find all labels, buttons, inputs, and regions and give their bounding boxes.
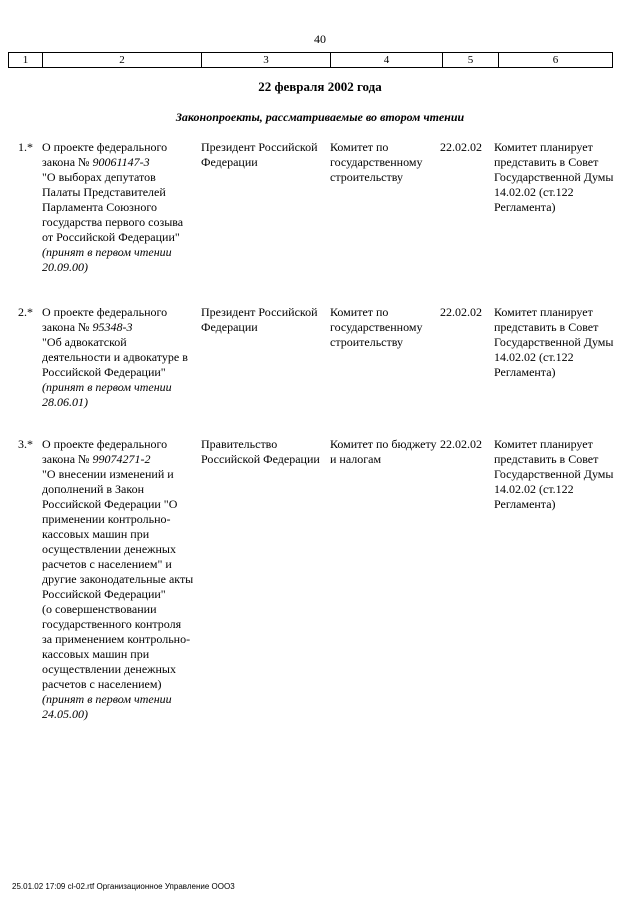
- committee-note: Комитет планирует представить в Совет Государственной Думы 14.02.02 (ст.122 Регламента): [494, 437, 614, 511]
- entry-number: 3.*: [18, 437, 33, 451]
- bill-title: "О выборах депутатов Палаты Представителей Парламента Союзного государства первого созыва от Российской Федерации": [42, 170, 184, 244]
- column-number-6: 6: [552, 54, 559, 66]
- date-heading: 22 февраля 2002 года: [258, 79, 382, 94]
- bill-description: [42, 140, 194, 275]
- bill-entry-2: [0, 305, 640, 437]
- bill-description: [42, 305, 194, 410]
- first-reading-note: (принят в первом чтении 24.05.00): [42, 692, 172, 721]
- bill-title: "Об адвокатской деятельности и адвокатуре в Российской Федерации": [42, 335, 188, 379]
- bill-number: 90061147-3: [92, 155, 150, 169]
- entry-number: 2.*: [18, 305, 33, 319]
- first-reading-note: (принят в первом чтении 28.06.01): [42, 380, 172, 409]
- bill-number: 95348-3: [92, 320, 133, 334]
- column-number-1: 1: [9, 53, 43, 67]
- column-number-3: 3: [202, 53, 331, 67]
- committee-note: Комитет планирует представить в Совет Государственной Думы 14.02.02 (ст.122 Регламента): [494, 140, 614, 214]
- consideration-date: 22.02.02: [440, 140, 482, 154]
- committee-note: Комитет планирует представить в Совет Государственной Думы 14.02.02 (ст.122 Регламента): [494, 305, 614, 379]
- bill-entry-1: [0, 140, 640, 305]
- column-number-5: 5: [443, 53, 499, 67]
- responsible-committee: Комитет по бюджету и налогам: [330, 437, 437, 466]
- responsible-committee: Комитет по государственному строительству: [330, 140, 423, 184]
- column-number-header: [8, 52, 613, 68]
- responsible-committee: Комитет по государственному строительству: [330, 305, 423, 349]
- bill-prefix: О проекте федерального закона №: [42, 140, 168, 169]
- consideration-date: 22.02.02: [440, 437, 482, 451]
- entry-number: 1.*: [18, 140, 33, 154]
- bill-extra-note: (о совершенствовании государственного контроля за применением контрольно-кассовых машин при осуществлении денежных расчетов с населением): [42, 602, 191, 691]
- first-reading-note: (принят в первом чтении 20.09.00): [42, 245, 172, 274]
- bill-prefix: О проекте федерального закона №: [42, 305, 168, 334]
- bill-initiator: Президент Российской Федерации: [201, 140, 318, 169]
- bill-entry-3: [0, 437, 640, 757]
- bill-number: 99074271-2: [92, 452, 151, 466]
- bill-initiator: Правительство Российской Федерации: [201, 437, 320, 466]
- column-number-4: 4: [331, 53, 443, 67]
- column-number-2: 2: [43, 53, 202, 67]
- section-heading: Законопроекты, рассматриваемые во втором чтении: [175, 110, 465, 124]
- page-number: 40: [314, 32, 326, 46]
- consideration-date: 22.02.02: [440, 305, 482, 319]
- bill-description: [42, 437, 194, 722]
- bill-list: [0, 140, 640, 757]
- bill-initiator: Президент Российской Федерации: [201, 305, 318, 334]
- document-footer: 25.01.02 17:09 cl-02.rtf Организационное Управление ООО3: [12, 882, 235, 891]
- bill-prefix: О проекте федерального закона №: [42, 437, 168, 466]
- bill-title: "О внесении изменений и дополнений в Закон Российской Федерации "О применении контрольно-кассовых машин при осуществлении денежных расчетов с населением" и другие законодательные акты Российской Федерации": [42, 467, 194, 601]
